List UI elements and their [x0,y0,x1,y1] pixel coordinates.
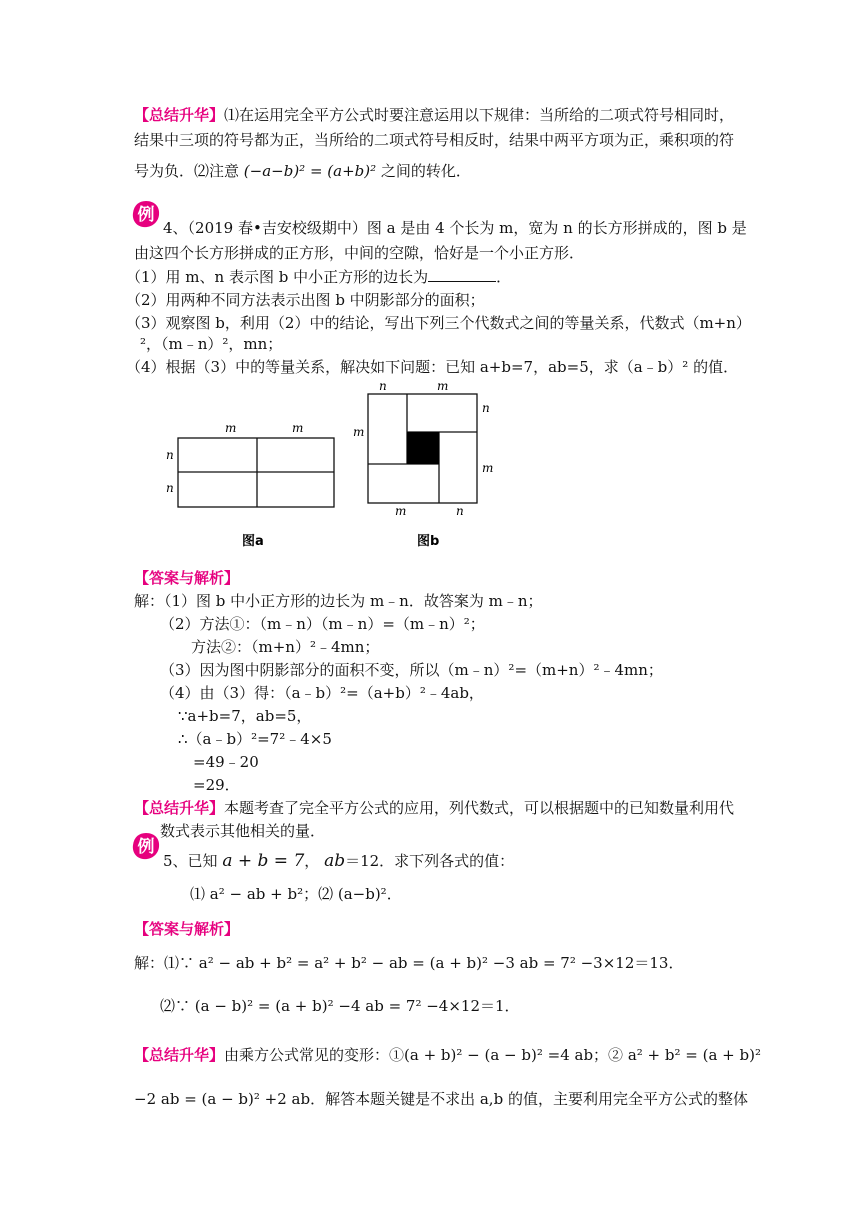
ex5-line-1 [163,850,514,872]
ex5-answer-tag [134,918,239,940]
text: ． [496,268,512,286]
summary-1-line-1 [134,104,734,126]
ex5-answer-1: 解：⑴∵ a² − ab + b² = a² + b² − ab = (a + b)² −3 ab = 7² −3×12＝13． [134,954,684,972]
text: 本题考查了完全平方公式的应用，列代数式，可以根据题中的已知数量利用代 [224,799,735,817]
fig-a-caption: 图a [242,534,264,549]
summary-tag: 【总结升华】 [134,799,225,817]
badge-label: 例 [137,205,155,225]
ex5-summary-2: −2 ab = (a − b)² +2 ab．解答本题关键是不求出 a,b 的值，主要利用完全平方公式的整体 [134,1090,748,1108]
figure-a [160,415,350,555]
summary-1-line-3 [134,160,471,182]
answer-blank [428,267,496,282]
ex4-answer-5: （4）由（3）得：（a﹣b）²=（a+b）²﹣4ab， [160,684,484,702]
ex4-answer-3: 方法②：（m+n）²﹣4mn； [191,638,380,656]
fig-b-label-left-m: m [353,425,365,439]
example-badge-icon [131,831,161,861]
fig-b-caption: 图b [417,534,440,549]
ex4-answer-tag [134,567,239,589]
fig-a-label-m2: m [292,421,304,435]
ex4-answer-8: =49﹣20 [193,753,259,771]
ex4-answer-9: =29． [193,776,240,794]
text: 5、已知 [163,852,218,870]
fig-b-label-right-m: m [482,461,494,475]
ex5-summary-1 [134,1044,761,1066]
text: ＝12．求下列各式的值： [345,852,515,870]
summary-tag: 【总结升华】 [134,1046,225,1064]
ex4-q4: （4）根据（3）中的等量关系，解决如下问题：已知 a+b=7，ab=5，求（a﹣b）² 的值． [126,358,739,376]
ex4-answer-4: （3）因为图中阴影部分的面积不变，所以（m﹣n）²=（m+n）²﹣4mn； [160,661,663,679]
text: 由乘方公式常见的变形：①(a + b)² − (a − b)² =4 ab；② a² + b² = (a + b)² [224,1046,761,1064]
ex4-line-1: 4、（2019 春•吉安校级期中）图 a 是由 4 个长为 m，宽为 n 的长方形拼成的，图 b 是 [163,219,747,237]
formula: ab [324,851,346,871]
answer-tag: 【答案与解析】 [134,569,240,587]
text: 之间的转化． [380,162,471,180]
badge-label: 例 [137,837,155,857]
text: 号为负．⑵注意 [134,162,240,180]
fig-a-label-n1: n [166,448,174,462]
formula: (−a−b)² = (a+b)² [243,162,377,180]
fig-b-label-top-n: n [379,379,387,393]
ex4-answer-6: ∵a+b=7，ab=5， [178,707,312,725]
ex4-q3-b: ²，（m﹣n）²，mn； [140,335,283,353]
example-badge-icon [131,199,161,229]
summary-1-line-2: 结果中三项的符号都为正，当所给的二项式符号相反时，结果中两平方项为正，乘积项的符 [134,131,735,149]
ex4-summary-1 [134,797,734,819]
fig-a-label-n2: n [166,481,174,495]
fig-b-label-right-n: n [482,401,490,415]
ex4-line-2: 由这四个长方形拼成的正方形，中间的空隙，恰好是一个小正方形． [134,244,585,262]
answer-tag: 【答案与解析】 [134,920,240,938]
ex4-answer-1: 解：（1）图 b 中小正方形的边长为 m﹣n．故答案为 m﹣n； [134,592,543,610]
ex4-q1 [126,266,511,288]
ex4-q2: （2）用两种不同方法表示出图 b 中阴影部分的面积； [126,291,485,309]
ex5-answer-2: ⑵∵ (a − b)² = (a + b)² −4 ab = 7² −4×12＝1． [160,997,520,1015]
formula: a + b = 7 [222,851,305,871]
text: ， [304,852,320,870]
summary-text: ⑴在运用完全平方公式时要注意运用以下规律：当所给的二项式符号相同时， [224,106,735,124]
summary-tag: 【总结升华】 [134,106,225,124]
ex4-q3-a: （3）观察图 b，利用（2）中的结论，写出下列三个代数式之间的等量关系，代数式（m+n） [126,314,751,332]
fig-a-label-m1: m [225,421,237,435]
fig-b-shaded-square [407,432,439,464]
ex5-line-2: ⑴ a² − ab + b²；⑵ (a−b)²． [190,885,402,903]
ex4-answer-2: （2）方法①：（m﹣n）（m﹣n）=（m﹣n）²； [160,615,485,633]
figure-b [345,376,505,554]
fig-b-label-bottom-n: n [456,504,464,518]
text: （1）用 m、n 表示图 b 中小正方形的边长为 [126,268,429,286]
fig-b-label-bottom-m: m [395,504,407,518]
fig-b-label-top-m: m [437,379,449,393]
ex4-answer-7: ∴（a﹣b）²=7²﹣4×5 [178,730,332,748]
ex4-summary-2: 数式表示其他相关的量． [160,822,326,840]
